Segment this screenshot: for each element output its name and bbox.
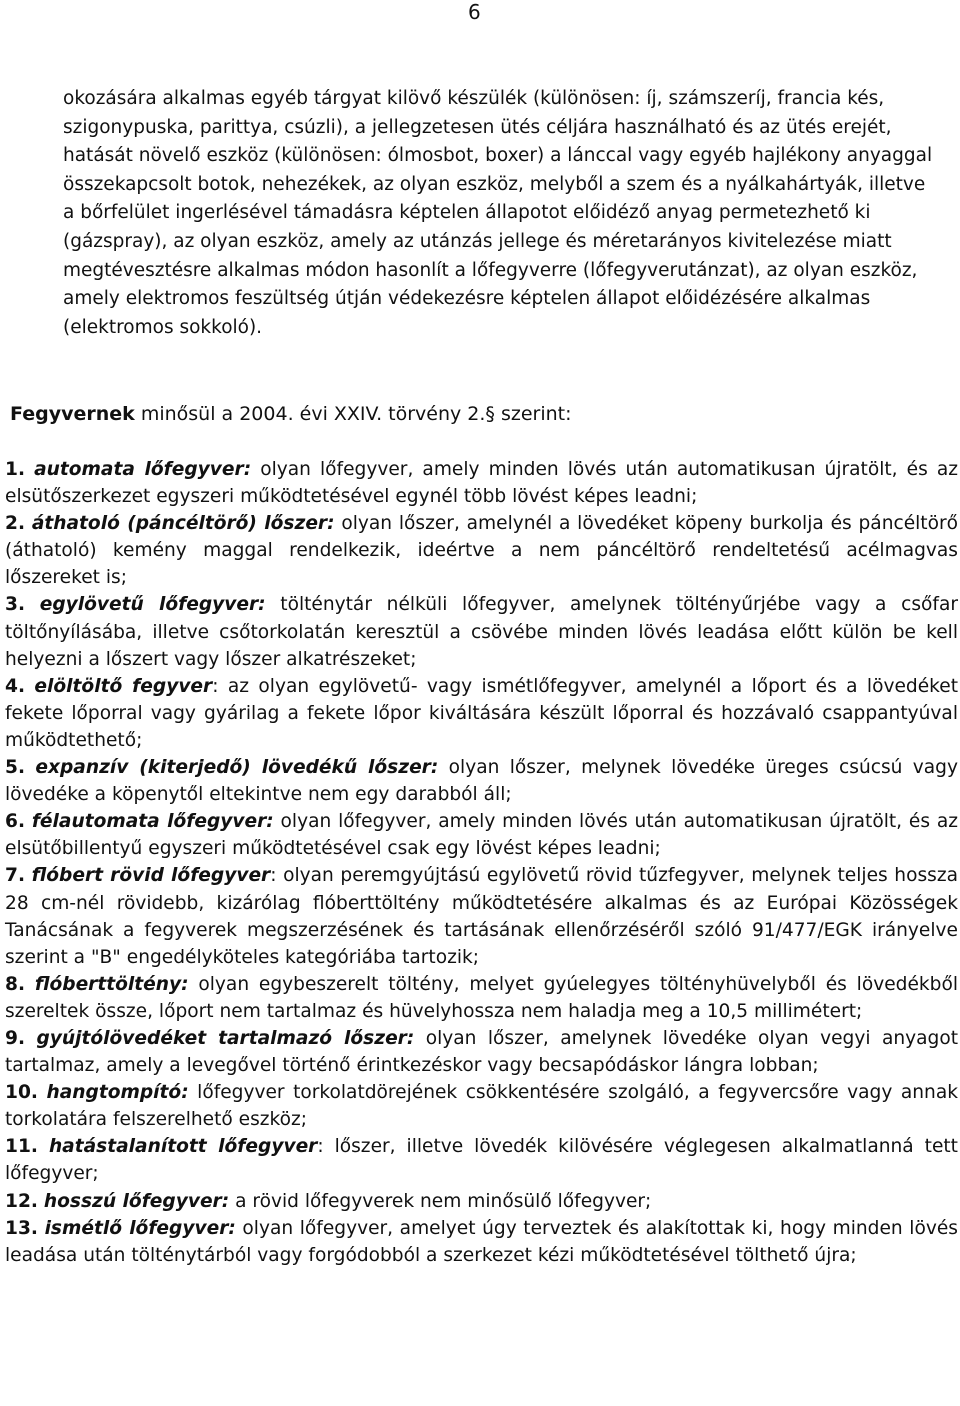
definition-term: hosszú lőfegyver:	[43, 1190, 230, 1212]
definition-number: 4.	[5, 675, 26, 697]
definition-text: olyan lőfegyver, amelyet úgy terveztek és alakítottak ki, hogy minden lövés leadása után tölténytárból vagy forgódobból a szerkezet kézi működtetésével tölthető újra;	[5, 1217, 958, 1266]
definition-text: lőfegyver torkolatdörejének csökkentésére szolgáló, a fegyvercsőre vagy annak torkolatára felszerelhető eszköz;	[5, 1082, 958, 1131]
definition-item	[5, 1133, 958, 1187]
definition-term: ismétlő lőfegyver:	[44, 1217, 236, 1239]
definition-term: flóbert rövid lőfegyver	[31, 865, 271, 887]
definition-number: 10.	[5, 1082, 38, 1104]
definition-item	[5, 1079, 958, 1133]
definition-item	[5, 971, 958, 1025]
definition-term: egylövetű lőfegyver:	[39, 594, 266, 616]
definition-term: automata lőfegyver:	[34, 459, 252, 480]
definition-term: hatástalanított lőfegyver	[48, 1136, 318, 1158]
section-heading	[10, 400, 572, 428]
definition-item	[5, 862, 958, 970]
definition-number: 1.	[5, 459, 26, 480]
definition-item	[5, 456, 958, 510]
definition-number: 3.	[5, 594, 26, 616]
definition-item	[5, 1215, 958, 1269]
definition-term: elöltöltő fegyver	[34, 675, 213, 697]
definition-text: : lőszer, illetve lövedék kilövésére véglegesen alkalmatlanná tett lőfegyver;	[5, 1136, 958, 1185]
definition-text: olyan lőszer, amelynél a lövedéket köpeny burkolja és páncéltörő (áthatoló) kemény maggal rendelkezik, ideértve a nem páncéltörő rendeltetésű acélmagvas lőszereket is;	[5, 513, 958, 589]
definition-number: 8.	[5, 973, 26, 995]
definition-text: : az olyan egylövetű- vagy ismétlőfegyver, amelynél a lőport és a lövedéket fekete lőporral vagy gyárilag a fekete lőpor kiváltására készült lőporral és hozzávaló csappantyúval működtethető;	[5, 675, 958, 751]
definition-number: 13.	[5, 1217, 38, 1239]
intro-paragraph: okozására alkalmas egyéb tárgyat kilövő készülék (különösen: íj, számszeríj, francia kés, szigonypuska, parittya, csúzli), a jellegzetesen ütés céljára használható és az ütés erejét, hatását növelő eszköz (különösen: ólmosbot, boxer) a lánccal vagy egyéb hajlékony anyaggal összekapcsolt botok, nehezékek, az olyan eszköz, melyből a szem és a nyálkahártyák, illetve a bőrfelület ingerlésével támadásra képtelen állapotot előidéző anyag permetezhető ki (gázspray), az olyan eszköz, amely az utánzás jellege és méretarányos kivitelezése miatt megtévesztésre alkalmas módon hasonlít a lőfegyverre (lőfegyverutánzat), az olyan eszköz, amely elektromos feszültség útján védekezésre képtelen állapot előidézésére alkalmas (elektromos sokkoló).	[63, 88, 933, 338]
definition-item	[5, 673, 958, 754]
definition-term: hangtompító:	[46, 1082, 189, 1104]
definition-item	[5, 1188, 958, 1215]
definition-list	[5, 456, 958, 1269]
definition-number: 12.	[5, 1190, 38, 1212]
definition-item	[5, 808, 958, 862]
definition-number: 5.	[5, 757, 26, 779]
heading-bold-term: Fegyvernek	[10, 403, 135, 425]
definition-text: olyan egybeszerelt töltény, melyet gyúelegyes töltényhüvelyből és lövedékből szereltek össze, lőport nem tartalmaz és hüvelyhossza nem haladja meg a 10,5 millimétert;	[5, 973, 958, 1022]
page-number: 6	[468, 0, 481, 24]
definition-text: a rövid lőfegyverek nem minősülő lőfegyver;	[229, 1190, 652, 1212]
definition-term: expanzív (kiterjedő) lövedékű lőszer:	[35, 757, 439, 779]
definition-term: félautomata lőfegyver:	[31, 811, 274, 833]
definition-term: gyújtólövedéket tartalmazó lőszer:	[36, 1027, 415, 1049]
definition-item	[5, 510, 958, 591]
definition-number: 2.	[5, 513, 26, 535]
definition-item	[5, 1025, 958, 1079]
definition-number: 7.	[5, 865, 26, 887]
definition-term: flóberttöltény:	[34, 973, 189, 995]
definition-term: áthatoló (páncéltörő) lőszer:	[31, 513, 335, 535]
definition-text: olyan lőszer, melynek lövedéke üreges csúcsú vagy lövedéke a köpenytől eltekintve nem egy darabból áll;	[5, 757, 958, 806]
definition-number: 11.	[5, 1136, 38, 1158]
heading-rest: minősül a 2004. évi XXIV. törvény 2.§ szerint:	[134, 403, 572, 425]
definition-item	[5, 591, 958, 672]
definition-text: olyan lőszer, amelynek lövedéke olyan vegyi anyagot tartalmaz, amely a levegővel történő érintkezéskor vagy becsapódáskor lángra lobban;	[5, 1027, 958, 1077]
definition-text: : olyan peremgyújtású egylövetű rövid tűzfegyver, melynek teljes hossza 28 cm-nél rövidebb, kizárólag flóberttöltény működtetésére alkalmas és az Európai Közösségek Tanácsának a fegyverek megszerzésének és tartásának ellenőrzéséről szóló 91/477/EGK irányelve szerint a "B" engedélyköteles kategóriába tartozik;	[5, 865, 958, 968]
definition-number: 6.	[5, 811, 26, 833]
definition-text: olyan lőfegyver, amely minden lövés után automatikusan újratölt, és az elsütőszerkezet egyszeri működtetésével egynél több lövést képes leadni;	[5, 459, 958, 508]
definition-item	[5, 754, 958, 808]
definition-number: 9.	[5, 1027, 26, 1049]
definition-text: tölténytár nélküli lőfegyver, amelynek töltényűrjébe vagy a csőfar töltőnyílásába, illetve csőtorkolatán keresztül a csövébe minden lövés leadása előtt külön be kell helyezni a lőszert vagy lőszer alkatrészeket;	[5, 594, 958, 670]
definition-text: olyan lőfegyver, amely minden lövés után automatikusan újratölt, és az elsütőbillentyű egyszeri működtetésével csak egy lövést képes leadni;	[5, 811, 959, 860]
